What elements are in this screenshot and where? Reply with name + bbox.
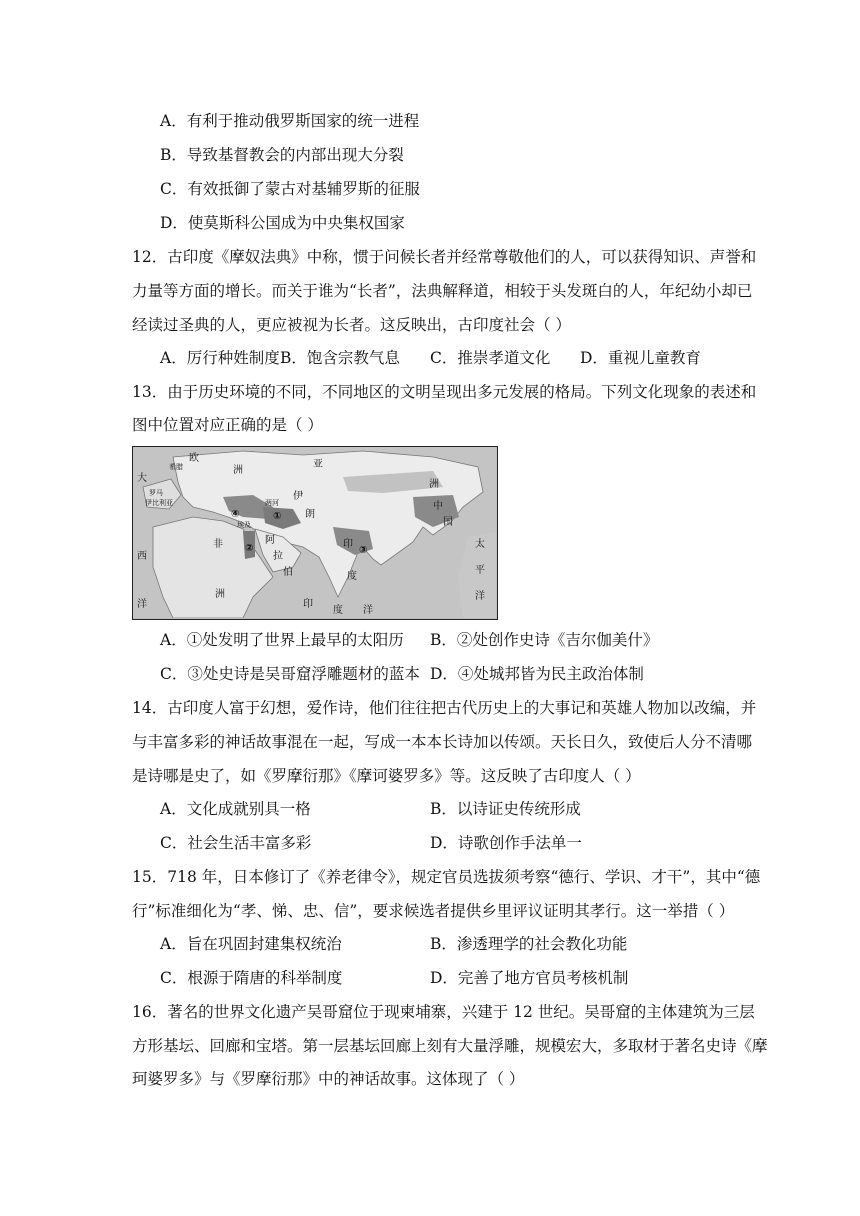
map-label-atlantic-3: 洋	[137, 599, 147, 610]
q12-option-d: D．重视儿童教育	[580, 349, 701, 367]
map-label-africa-1: 非	[213, 539, 223, 550]
map-label-china-2: 国	[443, 517, 453, 528]
q15-option-a: A．旨在巩固封建集权统治	[160, 935, 342, 953]
q12-option-a: A．厉行种姓制度	[160, 349, 280, 367]
map-label-rome: 罗马	[149, 489, 163, 497]
map-label-indian-ocean-2: 度	[333, 605, 343, 616]
q13-option-c: C．③处史诗是吴哥窟浮雕题材的蓝本	[160, 665, 420, 683]
map-label-pacific-1: 太	[475, 539, 485, 550]
q12-options	[160, 348, 720, 368]
q15-option-c: C．根源于隋唐的科举制度	[160, 969, 343, 987]
map-label-pacific-3: 洋	[475, 591, 485, 602]
q12-stem-line-1: 12．古印度《摩奴法典》中称，惯于问候长者并经常尊敬他们的人，可以获得知识、声誉和	[132, 248, 757, 266]
map-label-asia-1: 亚	[313, 459, 323, 470]
map-marker-1: ①	[273, 511, 282, 522]
map-marker-4: ④	[231, 509, 240, 520]
q16-stem-line-2: 方形基坛、回廊和宝塔。第一层基坛回廊上刻有大量浮雕，规模宏大，多取材于著名史诗《摩	[132, 1037, 768, 1055]
q11-option-b: B．导致基督教会的内部出现大分裂	[160, 146, 404, 164]
map-label-iran-1: 伊	[293, 491, 303, 502]
q14-stem-line-1: 14．古印度人富于幻想，爱作诗，他们往往把古代历史上的大事记和英雄人物加以改编，并	[132, 699, 757, 717]
map-label-mesopotamia: 两河	[265, 499, 279, 507]
q13-stem-line-1: 13．由于历史环境的不同，不同地区的文明呈现出多元发展的格局。下列文化现象的表述和	[132, 383, 757, 401]
map-label-europe-2: 洲	[233, 465, 243, 476]
map-label-indian-ocean-3: 洋	[363, 605, 373, 616]
q14-option-b: B．以诗证史传统形成	[430, 800, 581, 818]
q12-stem-line-2: 力量等方面的增长。而关于谁为“长者”，法典解释道，相较于头发斑白的人，年纪幼小却已	[132, 282, 753, 300]
q11-option-d: D．使莫斯科公国成为中央集权国家	[160, 214, 405, 232]
map-label-europe-1: 欧	[189, 453, 199, 464]
map-label-atlantic-1: 大	[137, 473, 147, 484]
q12-stem-line-3: 经读过圣典的人，更应被视为长者。这反映出，古印度社会（ ）	[132, 316, 571, 334]
map-label-egypt: 埃及	[237, 521, 251, 529]
q11-option-a: A．有利于推动俄罗斯国家的统一进程	[160, 112, 420, 130]
q16-stem-line-1: 16．著名的世界文化遗产吴哥窟位于现柬埔寨，兴建于 12 世纪。吴哥窟的主体建筑为三层	[132, 1003, 755, 1021]
map-label-arabia-1: 阿	[265, 535, 275, 546]
q15-stem-line-2: 行”标准细化为“孝、悌、忠、信”，要求候选者提供乡里评议证明其孝行。这一举措（ ）	[132, 902, 735, 920]
q13-stem-line-2: 图中位置对应正确的是（ ）	[132, 416, 323, 434]
q14-option-a: A．文化成就别具一格	[160, 800, 311, 818]
map-marker-2: ②	[245, 543, 254, 554]
q15-stem-line-1: 15．718 年，日本修订了《养老律令》，规定官员选拔须考察“德行、学识、才干”，其中“德	[132, 868, 761, 886]
map-label-greece: 希腊	[169, 463, 183, 471]
map-label-arabia-3: 伯	[283, 567, 293, 578]
q14-option-d: D．诗歌创作手法单一	[430, 834, 582, 852]
q15-option-d: D．完善了地方官员考核机制	[430, 969, 629, 987]
q13-option-b: B．②处创作史诗《吉尔伽美什》	[430, 631, 659, 649]
q14-option-c: C．社会生活丰富多彩	[160, 834, 312, 852]
map-label-atlantic-2: 西	[137, 551, 147, 562]
map-label-africa-2: 洲	[215, 589, 225, 600]
map-label-india-2: 度	[347, 571, 357, 582]
q12-option-b: B．饱含宗教气息	[280, 349, 400, 367]
q13-option-a: A．①处发明了世界上最早的太阳历	[160, 631, 404, 649]
map-label-india-1: 印	[343, 539, 353, 550]
q11-option-c: C．有效抵御了蒙古对基辅罗斯的征服	[160, 180, 420, 198]
map-label-asia-2: 洲	[429, 479, 439, 490]
q15-option-b: B．渗透理学的社会教化功能	[430, 935, 628, 953]
q13-option-d: D．④处城邦皆为民主政治体制	[430, 665, 644, 683]
map-label-china-1: 中	[433, 501, 443, 512]
map-label-iberia: 伊比利亚	[145, 499, 173, 507]
ancient-civilizations-map	[132, 446, 498, 620]
q14-stem-line-2: 与丰富多彩的神话故事混在一起，写成一本本长诗加以传颂。天长日久，致使后人分不清哪	[132, 733, 753, 751]
q16-stem-line-3: 珂婆罗多》与《罗摩衍那》中的神话故事。这体现了（ ）	[132, 1070, 525, 1088]
q14-stem-line-3: 是诗哪是史了，如《罗摩衍那》《摩诃婆罗多》等。这反映了古印度人（ ）	[132, 767, 641, 785]
map-label-iran-2: 朗	[305, 509, 315, 520]
q12-option-c: C．推崇孝道文化	[430, 349, 551, 367]
map-marker-3: ③	[359, 545, 368, 556]
map-label-indian-ocean-1: 印	[303, 599, 313, 610]
map-label-arabia-2: 拉	[273, 551, 283, 562]
map-label-pacific-2: 平	[475, 565, 485, 576]
